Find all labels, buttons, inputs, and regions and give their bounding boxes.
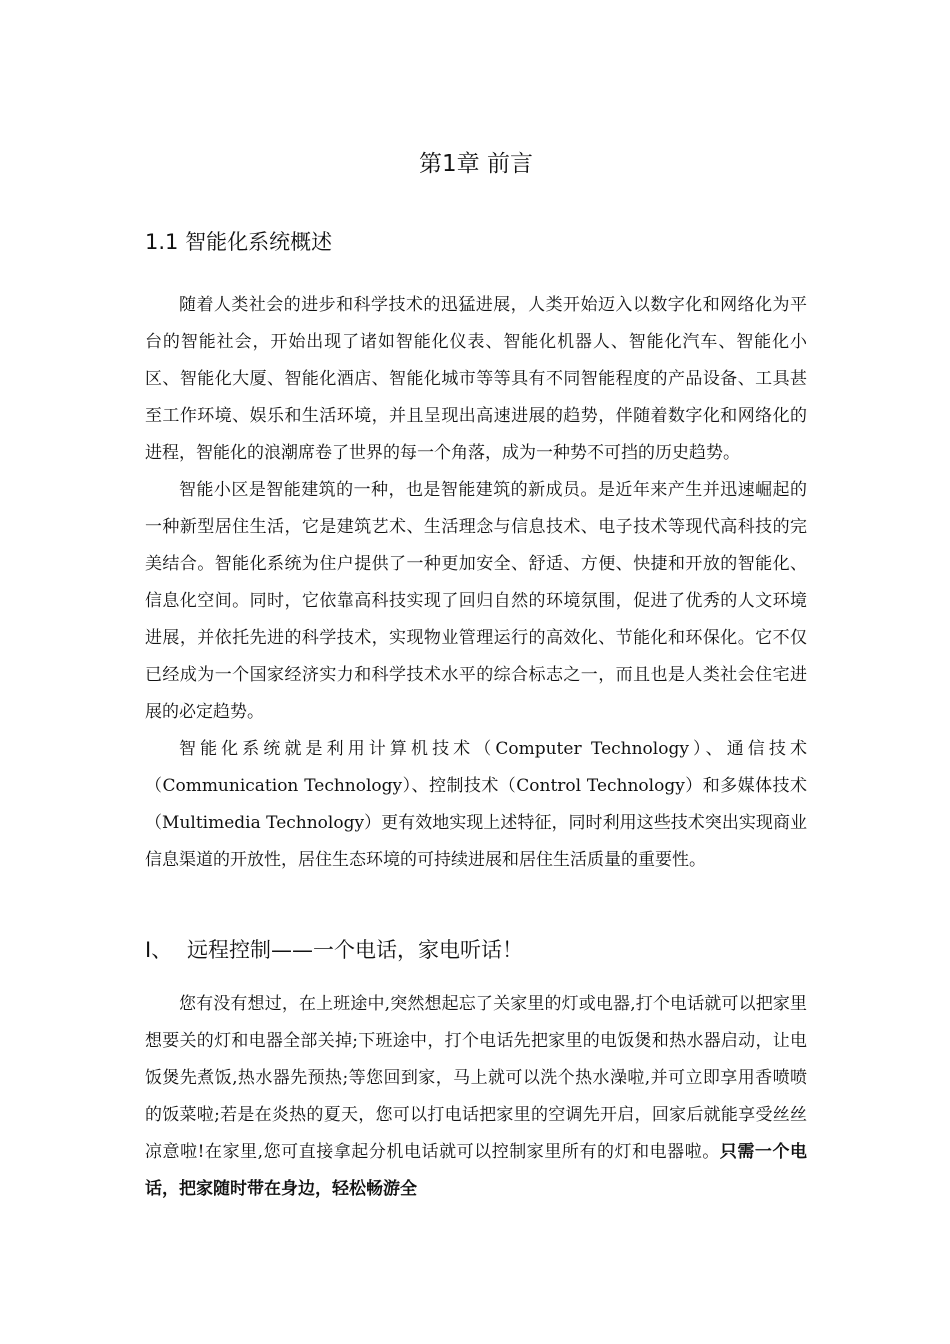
section-title: 1.1 智能化系统概述	[145, 230, 333, 254]
chapter-title: 第1章 前言	[419, 151, 533, 177]
paragraph-remote-control	[145, 986, 807, 1208]
subsection-title	[145, 930, 807, 970]
remote-control-bold-text: 只需一个电话，把家随时带在身边，轻松畅游全	[145, 1142, 808, 1199]
subsection-title-text: 远程控制——一个电话，家电听话！	[187, 938, 523, 962]
paragraph-smart-community: 智能小区是智能建筑的一种，也是智能建筑的新成员。是近年来产生并迅速崛起的一种新型居住生活，它是建筑艺术、生活理念与信息技术、电子技术等现代高科技的完美结合。智能化系统为住户提供了一种更加安全、舒适、方便、快捷和开放的智能化、信息化空间。同时，它依靠高科技实现了回归自然的环境氛围，促进了优秀的人文环境进展，并依托先进的科学技术，实现物业管理运行的高效化、节能化和环保化。它不仅已经成为一个国家经济实力和科学技术水平的综合标志之一，而且也是人类社会住宅进展的必定趋势。	[145, 480, 807, 722]
paragraph-system-technologies: 智能化系统就是利用计算机技术（Computer Technology）、通信技术（Communication Technology）、控制技术（Control Technology）和多媒体技术（Multimedia Technology）更有效地实现上述特征，同时利用这些技术突出实现商业信息渠道的开放性，居住生态环境的可持续进展和居住生活质量的重要性。	[145, 739, 807, 870]
section-body	[145, 287, 807, 879]
paragraph-intelligent-society: 随着人类社会的进步和科学技术的迅猛进展，人类开始迈入以数字化和网络化为平台的智能社会，开始出现了诸如智能化仪表、智能化机器人、智能化汽车、智能化小区、智能化大厦、智能化酒店、智能化城市等等具有不同智能程度的产品设备、工具甚至工作环境、娱乐和生活环境，并且呈现出高速进展的趋势，伴随着数字化和网络化的进程，智能化的浪潮席卷了世界的每一个角落，成为一种势不可挡的历史趋势。	[145, 295, 807, 463]
remote-control-body	[145, 986, 807, 1208]
remote-control-text: 您有没有想过，在上班途中,突然想起忘了关家里的灯或电器,打个电话就可以把家里想要关的灯和电器全部关掉;下班途中，打个电话先把家里的电饭煲和热水器启动，让电饭煲先煮饭,热水器先预热;等您回到家，马上就可以洗个热水澡啦,并可立即享用香喷喷的饭菜啦;若是在炎热的夏天，您可以打电话把家里的空调先开启，回家后就能享受丝丝凉意啦!在家里,您可直接拿起分机电话就可以控制家里所有的灯和电器啦。	[145, 994, 807, 1162]
subsection-number: I、	[145, 938, 173, 962]
